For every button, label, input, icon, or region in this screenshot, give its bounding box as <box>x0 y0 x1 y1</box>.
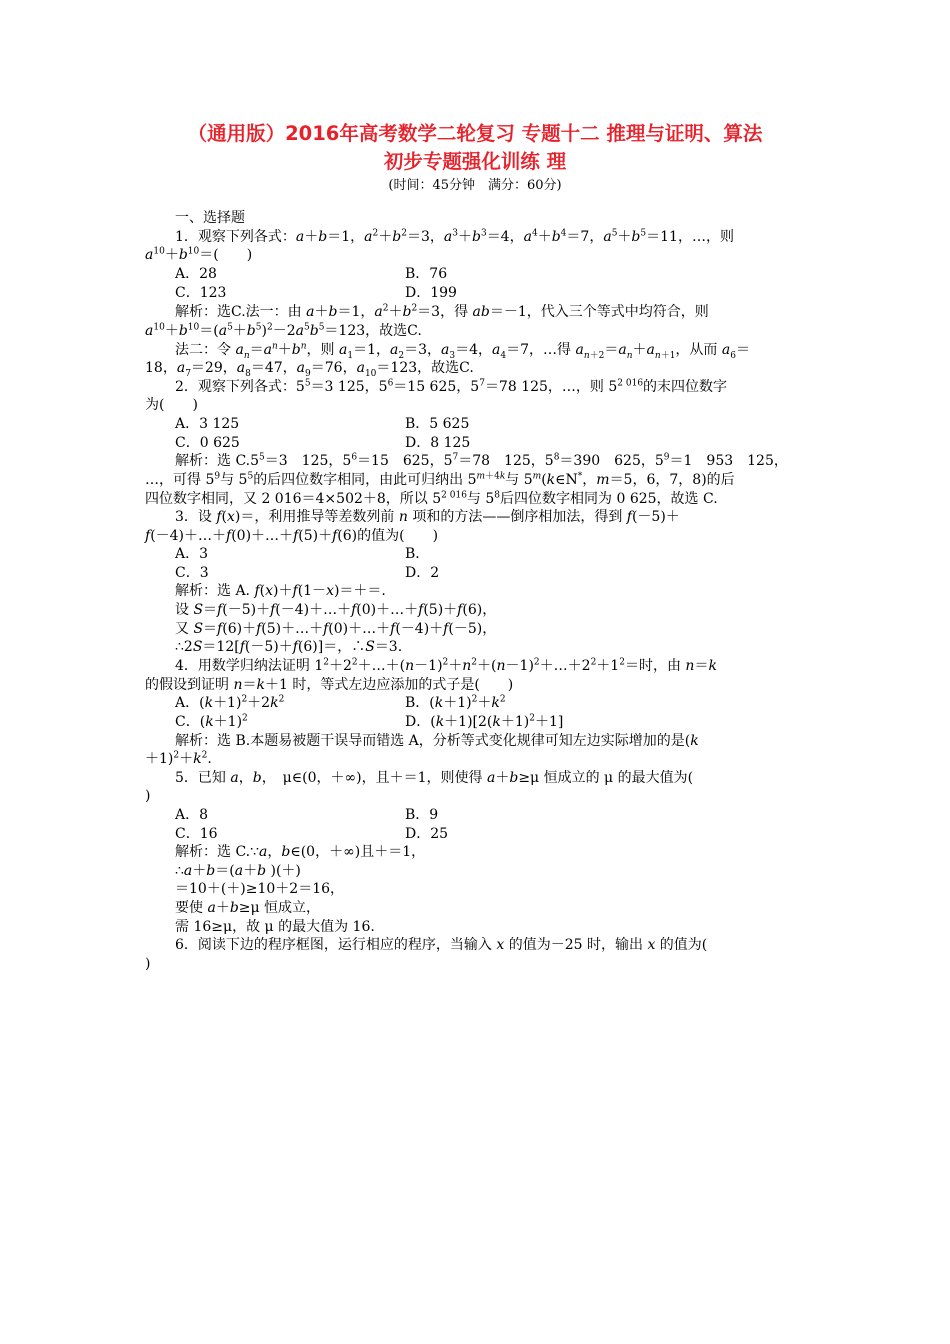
text-line: 的假设到证明 n＝k＋1 时，等式左边应添加的式子是( ) <box>145 677 514 693</box>
text-line: 四位数字相同，又 2 016＝4×502＋8，所以 $5^{2 016}$与 $5^8$后四位数字相同为 0 625，故选 C. <box>145 490 718 507</box>
text-line: B．$(k+1)^2+k^2$ <box>405 694 506 711</box>
text-line: 1．观察下列各式：a＋b＝1，$a^2+b^2=3$，$a^3+b^3=4$，$a^4+b^4=7$，$a^5+b^5=11$，…，则 <box>175 228 734 245</box>
section-heading: 一、选择题 <box>175 210 245 226</box>
text-line: 6．阅读下边的程序框图，运行相应的程序，当输入 x 的值为－25 时，输出 x 的值为( <box>175 937 708 953</box>
text-line: B．5 625 <box>405 416 470 432</box>
text-line: C．123 <box>175 285 227 301</box>
text-line: D．25 <box>405 826 449 842</box>
text-line: A．3 125 <box>175 416 240 432</box>
text-line: 解析：选 $C.5^5=3$ 125，$5^6=15$ 625，$5^7=78$ 125，$5^8=390$ 625，$5^9=1$ 953 125， <box>175 452 788 469</box>
text-line: D．8 125 <box>405 435 471 451</box>
text-line: C．$(k+1)^2$ <box>175 713 248 730</box>
text-line: ∴2S＝12[f(－5)＋f(6)]＝，∴S＝3. <box>175 639 403 655</box>
exam-meta: (时间：45分钟 满分：60分) <box>388 178 562 193</box>
text-line: D．2 <box>405 565 440 581</box>
text-line: $a^{10}+b^{10}=(a^5+b^5)^2-2a^5b^5=123$，故选C. <box>145 322 422 339</box>
text-line: B．76 <box>405 266 448 282</box>
text-line: B． <box>405 546 430 562</box>
text-line: 解析：选 B.本题易被题干误导而错选 A，分析等式变化规律可知左边实际增加的是(k <box>175 733 699 749</box>
text-line: ∴a＋b＝(a＋b )(＋) <box>175 863 301 879</box>
text-line: D．$(k+1)[2(k+1)^2+1]$ <box>405 713 564 730</box>
page-title: （通用版）2016年高考数学二轮复习 专题十二 推理与证明、算法 <box>187 122 763 145</box>
text-line: A．28 <box>175 266 217 282</box>
text-line: 解析：选 C.∵a，b∈(0，＋∞)且＋＝1， <box>175 844 426 860</box>
text-line: C．16 <box>175 826 218 842</box>
text-line: ) <box>145 788 151 804</box>
text-line: 解析：选 A. f(x)＋f(1－x)＝＋＝. <box>175 583 386 599</box>
text-line: 为( ) <box>145 397 198 413</box>
text-line: 2．观察下列各式：$5^5=3$ 125，$5^6=15$ 625，$5^7=78$ 125，…，则 $5^{2 016}$的末四位数字 <box>175 378 728 395</box>
text-line: 解析：选C.法一：由 a＋b＝1，$a^2+b^2=3$，得 ab＝－1，代入三个等式中均符合，则 <box>175 303 709 320</box>
text-line: D．199 <box>405 285 457 301</box>
page-title-line-2: 初步专题强化训练 理 <box>383 150 567 173</box>
text-line: $+1)^2+k^2$. <box>145 750 212 767</box>
text-line: …，可得 $5^9$与 $5^5$的后四位数字相同，由此可归纳出 $5^{m+4k}$与 5$^m$(k∈N*，m＝5，6，7，8)的后 <box>145 471 735 488</box>
text-line: 要使 a＋b≥μ 恒成立， <box>175 900 321 916</box>
text-line: 需 16≥μ，故 μ 的最大值为 16. <box>175 919 375 935</box>
text-line: 5．已知 a，b， μ∈(0，＋∞)，且＋＝1，则使得 a＋b≥μ 恒成立的 μ 的最大值为( <box>175 770 694 786</box>
text-line: $a^{10}+b^{10}=$( ) <box>145 246 253 263</box>
text-line: A．8 <box>175 807 209 823</box>
text-line: A．$(k+1)^2+2k^2$ <box>175 694 285 711</box>
text-line: ＝10＋(＋)≥10＋2＝16， <box>175 881 345 897</box>
text-line: 18，$a_7=29$，$a_8=47$，$a_9=76$，$a_{10}=123$，故选C. <box>145 360 474 379</box>
text-line: f(－4)＋…＋f(0)＋…＋f(5)＋f(6)的值为( ) <box>145 528 439 544</box>
text-line: A．3 <box>175 546 209 562</box>
text-line: B．9 <box>405 807 439 823</box>
text-line: C．3 <box>175 565 209 581</box>
text-line: 又 S＝f(6)＋f(5)＋…＋f(0)＋…＋f(－4)＋f(－5)， <box>175 621 497 637</box>
text-line: ) <box>145 956 151 972</box>
text-line: 4．用数学归纳法证明 $1^2+2^2+\dots+(n-1)^2+n^2+(n-1)^2+\dots+2^2+1^2=$时，由 n＝k <box>175 657 717 674</box>
text-line: C．0 625 <box>175 435 240 451</box>
text-line: 法二：令 $a_n=a^n+b^n$，则 $a_1=1$，$a_2=3$，$a_3=4$，$a_4=7$，…得 $a_{n+2}=a_n+a_{n+1}$，从而 $a_6=$ <box>175 341 750 361</box>
text-line: 设 S＝f(－5)＋f(－4)＋…＋f(0)＋…＋f(5)＋f(6)， <box>175 602 497 618</box>
text-line: 3．设 f(x)＝，利用推导等差数列前 n 项和的方法——倒序相加法，得到 f(－5)＋ <box>175 509 680 525</box>
